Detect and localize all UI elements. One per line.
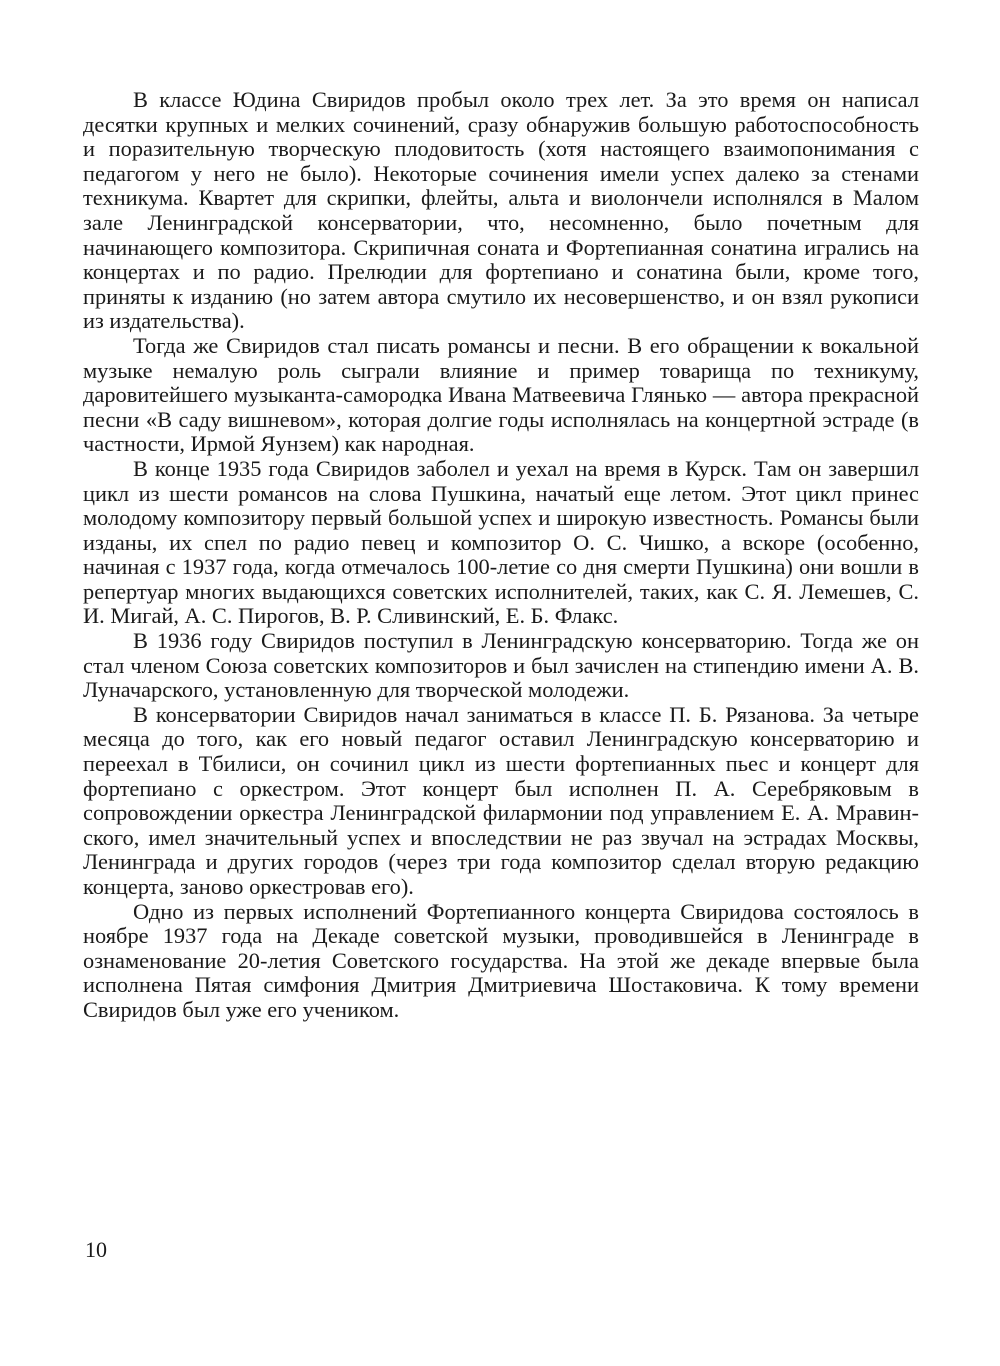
page-number: 10 [85, 1237, 107, 1262]
paragraph-1: В классе Юдина Свиридов пробыл около трех лет. За это время он написал десятки крупных и мелких сочинений, сразу обнаружив большую работоспособность и поразительную творческую плодовитость (хотя настоящего взаимопонимания с педагогом у него не было). Некоторые сочинения имели успех далеко за стенами техникума. Квартет для скрипки, флейты, альта и виолончели исполнялся в Малом зале Ленинградской консерватории, что, несомненно, было почетным для начинающего композитора. Скрипичная соната и Фортепианная сонатина игрались на концертах и по радио. Прелюдии для фортепиано и сонатина были, кроме того, приняты к изданию (но затем автора смутило их несовершенство, и он взял рукописи из издательства). [83, 87, 919, 334]
paragraph-5: В консерватории Свиридов начал заниматься в классе П. Б. Рязанова. За четыре месяца до того, как его новый педагог оставил Ленинградскую консерваторию и переехал в Тбилиси, он сочинил цикл из шести фортепианных пьес и концерт для фортепиано с оркестром. Этот концерт был исполнен П. А. Серебряковым в сопровождении оркестра Ленинградской филармонии под управлением Е. А. Мравинского, имел значительный успех и впоследствии не раз звучал на эстрадах Москвы, Ленинграда и других городов (через три года композитор сделал вторую редакцию концерта, заново оркестровав его). [83, 701, 919, 899]
body-text [83, 88, 919, 1023]
paragraph-4: В 1936 году Свиридов поступил в Ленинградскую консерваторию. Тогда же он стал членом Союза советских композиторов и был зачислен на стипендию имени А. В. Луначарского, установленную для творческой молодежи. [83, 628, 919, 703]
paragraph-3: В конце 1935 года Свиридов заболел и уехал на время в Курск. Там он завершил цикл из шести романсов на слова Пушкина, начатый еще летом. Этот цикл принес молодому композитору первый большой успех и широкую известность. Романсы были изданы, их спел по радио певец и композитор О. С. Чишко, а вскоре (особенно, начиная с 1937 года, когда отмечалось 100-летие со дня смерти Пушкина) они вошли в репертуар многих выдающихся советских исполнителей, таких, как С. Я. Лемешев, С. И. Мигай, А. С. Пирогов, В. Р. Сливинский, Е. Б. Флакс. [83, 455, 919, 629]
paragraph-2: Тогда же Свиридов стал писать романсы и песни. В его обращении к вокальной музыке немалую роль сыграли влияние и пример товарища по техникуму, даровитейшего музыканта-самородка Ивана Матвеевича Глянько — автора прекрасной песни «В саду вишневом», которая долгие годы исполнялась на концертной эстраде (в частности, Ирмой Яунзем) как народная. [83, 332, 919, 457]
paragraph-6: Одно из первых исполнений Фортепианного концерта Свиридова состоялось в ноябре 1937 года на Декаде советской музыки, проводившейся в Ленинграде в ознаменование 20-летия Советского государства. На этой же декаде впервые была исполнена Пятая симфония Дмитрия Дмитриевича Шостаковича. К тому времени Свиридов был уже его учеником. [83, 898, 919, 1022]
